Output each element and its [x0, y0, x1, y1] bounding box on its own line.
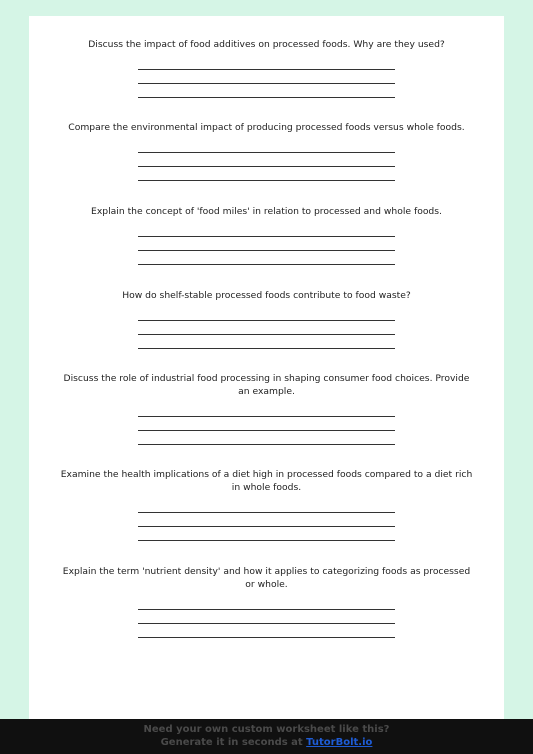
answer-lines	[59, 596, 474, 638]
question-2	[59, 121, 474, 181]
answer-line[interactable]	[138, 403, 395, 417]
question-text: Examine the health implications of a diet high in processed foods compared to a diet rich in whole foods.	[60, 469, 473, 493]
question-text: How do shelf-stable processed foods contribute to food waste?	[122, 290, 411, 301]
worksheet-page	[29, 16, 504, 722]
question-7	[59, 565, 474, 638]
answer-line[interactable]	[138, 84, 395, 98]
answer-lines	[59, 56, 474, 98]
answer-line[interactable]	[138, 499, 395, 513]
answer-line[interactable]	[138, 153, 395, 167]
promo-line-2	[0, 736, 533, 749]
question-6	[59, 468, 474, 541]
question-text: Compare the environmental impact of producing processed foods versus whole foods.	[68, 122, 465, 133]
answer-line[interactable]	[138, 610, 395, 624]
answer-line[interactable]	[138, 139, 395, 153]
answer-line[interactable]	[138, 70, 395, 84]
answer-line[interactable]	[138, 307, 395, 321]
answer-lines	[59, 139, 474, 181]
answer-lines	[59, 307, 474, 349]
question-text: Explain the concept of 'food miles' in relation to processed and whole foods.	[91, 206, 442, 217]
question-1	[59, 38, 474, 98]
answer-line[interactable]	[138, 513, 395, 527]
answer-line[interactable]	[138, 237, 395, 251]
answer-line[interactable]	[138, 596, 395, 610]
answer-line[interactable]	[138, 321, 395, 335]
question-4	[59, 289, 474, 349]
answer-lines	[59, 403, 474, 445]
question-text: Discuss the role of industrial food processing in shaping consumer food choices. Provide an example.	[63, 373, 470, 397]
answer-line[interactable]	[138, 223, 395, 237]
answer-line[interactable]	[138, 56, 395, 70]
question-5	[59, 372, 474, 445]
answer-line[interactable]	[138, 335, 395, 349]
question-text: Explain the term 'nutrient density' and how it applies to categorizing foods as processed or whole.	[62, 566, 471, 590]
question-3	[59, 205, 474, 265]
tutorbolt-link[interactable]: TutorBolt.io	[306, 737, 373, 748]
promo-footer	[0, 719, 533, 754]
answer-line[interactable]	[138, 431, 395, 445]
answer-line[interactable]	[138, 527, 395, 541]
answer-lines	[59, 499, 474, 541]
promo-line-1: Need your own custom worksheet like this?	[143, 724, 390, 735]
question-text: Discuss the impact of food additives on processed foods. Why are they used?	[88, 39, 445, 50]
answer-line[interactable]	[138, 624, 395, 638]
answer-line[interactable]	[138, 417, 395, 431]
answer-lines	[59, 223, 474, 265]
answer-line[interactable]	[138, 167, 395, 181]
promo-line-2-prefix: Generate it in seconds at	[160, 737, 307, 748]
answer-line[interactable]	[138, 251, 395, 265]
